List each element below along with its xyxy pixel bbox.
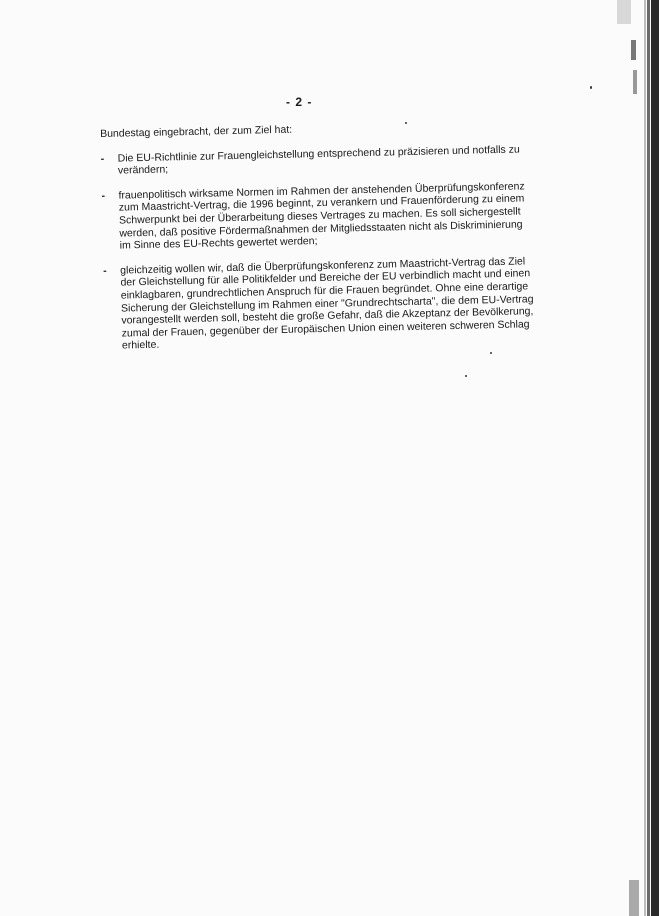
list-item [101, 180, 532, 253]
scan-speck [590, 86, 592, 89]
intro-paragraph: Bundestag eingebracht, der zum Ziel hat: [100, 123, 293, 140]
page-number: - 2 - [286, 95, 313, 109]
scan-edge-artifact [611, 0, 659, 916]
bullet-dash: - [100, 152, 105, 165]
list-item [101, 143, 531, 178]
bullet-dash: - [101, 189, 106, 202]
bullet-text: gleichzeitig wollen wir, daß die Überprüfungskonferenz zum Maastricht-Vertrag das Ziel der Gleichstellung für alle Politikfelder und Bereiche der EU verbindlich macht und einen einklagbaren, grundrechtlichen Anspruch für die Frauen begründet. Ohne eine derartige Sicherung der Gleichstellung im Rahmen einer "Grundrechtscharta", die dem EU-Vertrag vorangestellt werden soll, besteht die große Gefahr, daß die Akzeptanz der Bevölkerung, zumal der Frauen, gegenüber der Europäischen Union einen weiteren schweren Schlag erhielte. [120, 255, 534, 352]
bullet-text: frauenpolitisch wirksame Normen im Rahmen der anstehenden Überprüfungskonferenz zum Maastricht-Vertrag, die 1996 beginnt, zu verankern und Frauenförderung zu einem Schwerpunkt bei der Überarbeitung dieses Vertrages zu machen. Es soll sichergestellt werden, daß positive Fördermaßnahmen der Mitgliedsstaaten nicht als Diskriminierung im Sinne des EU-Rechts gewertet werden; [118, 180, 525, 252]
document-body [100, 118, 535, 365]
bullet-list [101, 143, 535, 353]
bullet-dash: - [103, 264, 107, 277]
list-item [103, 255, 535, 353]
scan-speck [465, 375, 467, 377]
bullet-text: Die EU-Richtlinie zur Frauengleichstellung entsprechend zu präzisieren und notfalls zu verändern; [117, 143, 520, 177]
